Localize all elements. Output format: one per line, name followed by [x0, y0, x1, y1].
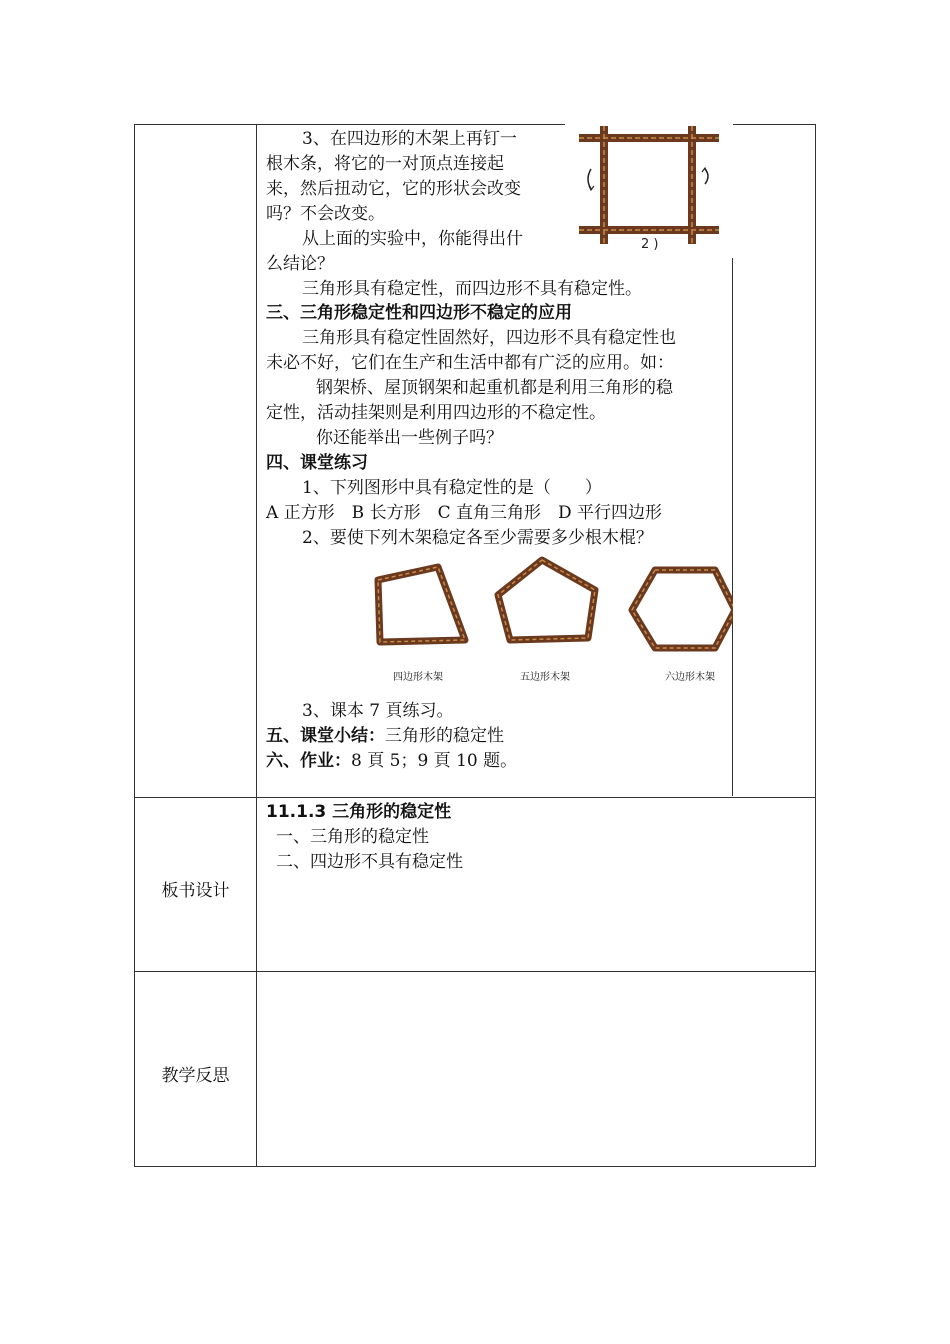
section-5 — [266, 725, 504, 747]
conclusion-text: 三角形具有稳定性，而四边形不具有稳定性。 — [302, 279, 642, 299]
section-5-title: 五、课堂小结： — [266, 726, 385, 746]
polygon-frames-figure — [360, 550, 733, 685]
section-6-title: 六、作业： — [266, 751, 351, 771]
sec3-p3: 你还能举出一些例子吗？ — [316, 428, 503, 448]
board-item-2: 二、四边形不具有稳定性 — [276, 852, 463, 872]
section-5-text: 三角形的稳定性 — [385, 726, 504, 746]
exercise-2: 2、要使下列木架稳定各至少需要多少根木棍？ — [302, 528, 653, 548]
caption-quadrilateral: 四边形木架 — [393, 672, 443, 683]
exp3-line-3: 来，然后扭动它，它的形状会改变 — [266, 179, 521, 199]
section-3-title: 三、三角形稳定性和四边形不稳定的应用 — [266, 303, 572, 323]
exercise-3: 3、课本 7 頁练习。 — [302, 701, 454, 721]
board-item-1: 一、三角形的稳定性 — [276, 827, 429, 847]
column-divider — [256, 124, 257, 1167]
question-line-2: 么结论？ — [266, 254, 334, 274]
sec3-p1-line-1: 三角形具有稳定性固然好，四边形不具有稳定性也 — [302, 328, 676, 348]
teaching-reflection-label: 教学反思 — [161, 1066, 230, 1086]
sec3-p2-line-1: 钢架桥、屋顶钢架和起重机都是利用三角形的稳 — [316, 378, 673, 398]
figure-label: 2 ) — [641, 237, 659, 252]
board-design-label: 板书设计 — [161, 881, 230, 901]
section-6-text: 8 頁 5；9 頁 10 题。 — [351, 751, 518, 771]
inner-frame-line — [732, 258, 733, 796]
hexagon-frame — [632, 570, 733, 648]
square-wood-frame-figure — [565, 124, 733, 254]
exercise-1: 1、下列图形中具有稳定性的是（ ） — [302, 478, 602, 498]
sec3-p1-line-2: 未必不好，它们在生产和生活中都有广泛的应用。如： — [266, 353, 674, 373]
caption-hexagon: 六边形木架 — [665, 672, 715, 683]
exp3-line-1: 3、在四边形的木架上再钉一 — [302, 129, 517, 149]
question-line-1: 从上面的实验中，你能得出什 — [302, 229, 523, 249]
caption-pentagon: 五边形木架 — [520, 672, 570, 683]
exercise-1-options: A 正方形 B 长方形 C 直角三角形 D 平行四边形 — [266, 503, 663, 523]
row-divider-1 — [134, 797, 816, 798]
row-divider-2 — [134, 971, 816, 972]
pentagon-frame — [498, 560, 595, 640]
section-4-title: 四、课堂练习 — [266, 453, 368, 473]
section-6 — [266, 750, 517, 772]
sec3-p2-line-2: 定性，活动挂架则是利用四边形的不稳定性。 — [266, 403, 606, 423]
exp3-line-2: 根木条，将它的一对顶点连接起 — [266, 154, 504, 174]
board-title: 11.1.3 三角形的稳定性 — [266, 802, 452, 822]
exp3-line-4: 吗？不会改变。 — [266, 204, 385, 224]
